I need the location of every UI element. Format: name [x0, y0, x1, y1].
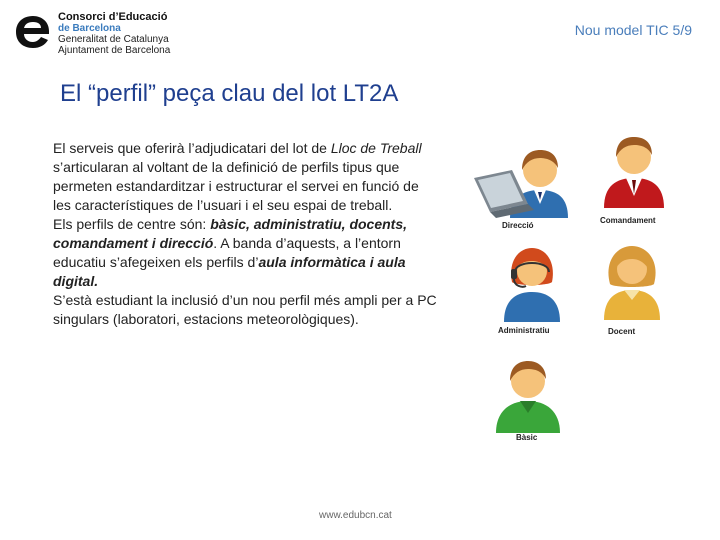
logo-line-4: Ajuntament de Barcelona	[58, 45, 171, 56]
slide-number: Nou model TIC 5/9	[574, 22, 692, 38]
profile-comandament	[598, 130, 670, 230]
profile-administratiu	[496, 242, 568, 342]
logo-line-3: Generalitat de Catalunya	[58, 34, 169, 45]
p2-text-b: . A banda d’aquests, a l’entorn educatiu s’afegeixen els perfils d’	[53, 235, 401, 270]
logo-text	[58, 12, 170, 56]
label-administratiu: Administratiu	[498, 326, 550, 335]
administratiu-person-icon	[496, 242, 568, 324]
p1-text-b: s’articularan al voltant de la definició de perfils tipus que permeten estandarditzar i estructurar el servei en funció de les característiques de l’usuari i el seu espai de treball.	[53, 159, 419, 213]
profile-direccio	[470, 140, 570, 235]
label-basic: Bàsic	[516, 433, 538, 442]
paragraph-1	[53, 139, 438, 215]
label-comandament: Comandament	[600, 216, 656, 225]
label-direccio: Direcció	[502, 221, 534, 230]
label-docent: Docent	[608, 327, 636, 336]
consorci-e-logo-icon	[14, 12, 52, 52]
body-text	[53, 139, 438, 329]
logo-line-1: Consorci d’Educació	[58, 11, 168, 23]
p2-emphasis-2: aula informàtica i aula digital.	[53, 254, 406, 289]
p1-emphasis: Lloc de Treball	[330, 140, 422, 156]
paragraph-2	[53, 215, 438, 291]
footer-url[interactable]: www.edubcn.cat	[319, 510, 392, 521]
profile-basic	[490, 355, 566, 450]
p1-text-a: El serveis que oferirà l’adjudicatari del lot de	[53, 140, 331, 156]
slide-title: El “perfil” peça clau del lot LT2A	[60, 80, 399, 107]
docent-person-icon	[596, 240, 668, 322]
paragraph-3: S’està estudiant la inclusió d’un nou perfil més ampli per a PC singulars (laboratori, estacions meteorològiques).	[53, 292, 437, 327]
basic-person-icon	[490, 355, 566, 435]
p2-text-a: Els perfils de centre són:	[53, 216, 211, 232]
logo-line-2: de Barcelona	[58, 23, 121, 34]
comandament-person-icon	[598, 130, 670, 210]
profile-docent	[596, 240, 668, 340]
p2-emphasis: bàsic, administratiu, docents, comandament i direcció	[53, 216, 408, 251]
direccio-person-icon	[470, 140, 570, 220]
consorci-logo	[14, 12, 170, 56]
